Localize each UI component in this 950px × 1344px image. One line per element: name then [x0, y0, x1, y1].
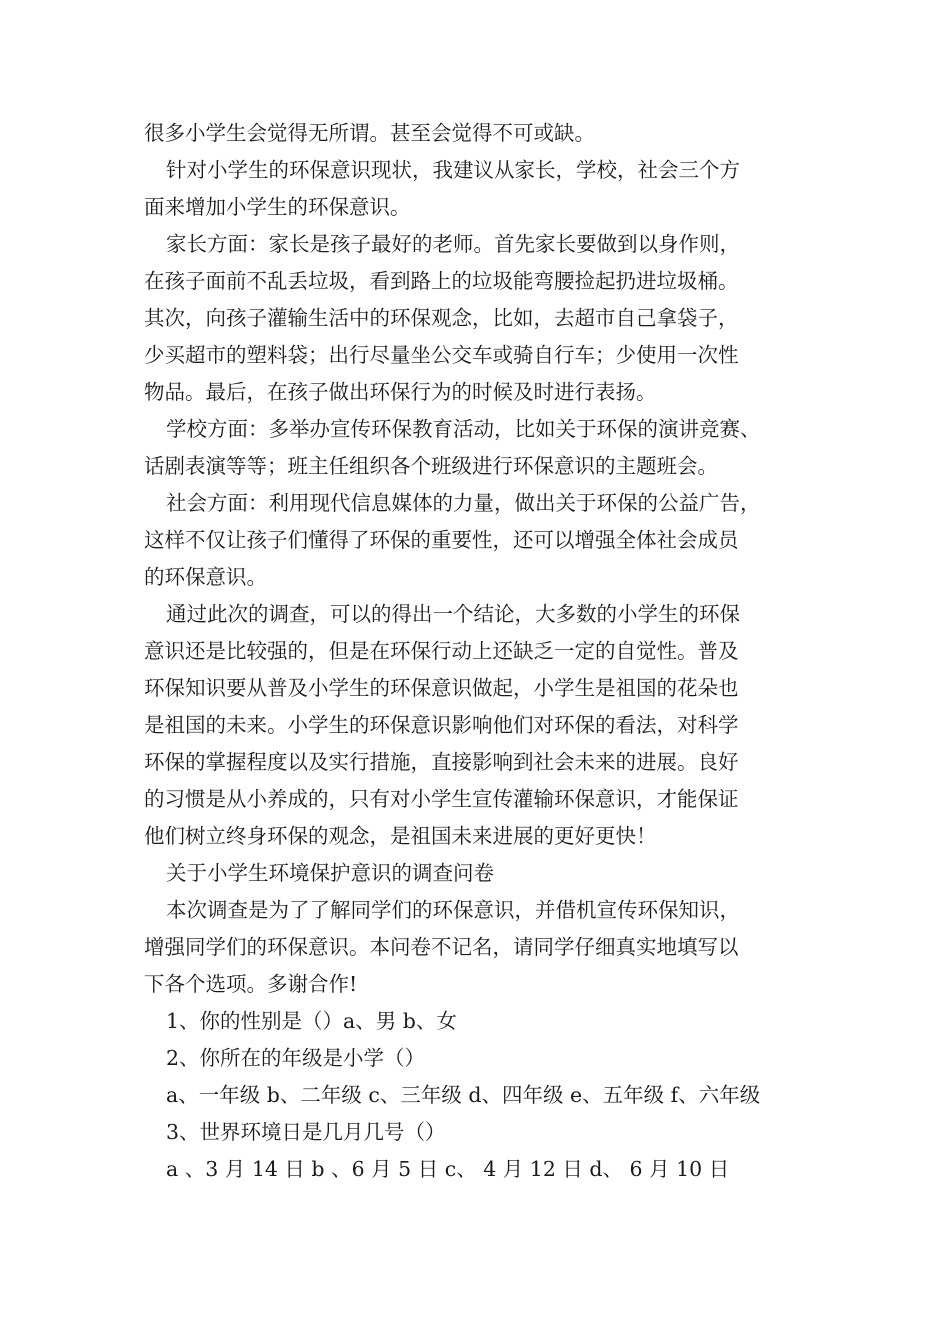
text-line: 的习惯是从小养成的，只有对小学生宣传灌输环保意识，才能保证 — [144, 787, 739, 811]
text-line: 本次调查是为了了解同学们的环保意识，并借机宣传环保知识， — [166, 898, 740, 922]
question-1: 1、你的性别是（）a、男 b、女 — [166, 1009, 457, 1033]
text-line: 面来增加小学生的环保意识。 — [144, 195, 411, 219]
question-3: 3、世界环境日是几月几号（） — [166, 1120, 446, 1144]
text-line: 下各个选项。多谢合作! — [144, 972, 358, 996]
text-line: 环保的掌握程度以及实行措施，直接影响到社会未来的进展。良好 — [144, 750, 739, 774]
document-page — [144, 115, 816, 1188]
text-line: 环保知识要从普及小学生的环保意识做起，小学生是祖国的花朵也 — [144, 676, 739, 700]
text-line: 针对小学生的环保意识现状，我建议从家长，学校，社会三个方 — [166, 158, 740, 182]
text-line: 很多小学生会觉得无所谓。甚至会觉得不可或缺。 — [144, 121, 595, 145]
text-line: 这样不仅让孩子们懂得了环保的重要性，还可以增强全体社会成员 — [144, 528, 739, 552]
text-line: 话剧表演等等；班主任组织各个班级进行环保意识的主题班会。 — [144, 454, 718, 478]
text-line: 家长方面：家长是孩子最好的老师。首先家长要做到以身作则， — [166, 232, 740, 256]
text-line: 增强同学们的环保意识。本问卷不记名，请同学仔细真实地填写以 — [144, 935, 739, 959]
text-line: 他们树立终身环保的观念，是祖国未来进展的更好更快！ — [144, 824, 657, 848]
text-line: 是祖国的未来。小学生的环保意识影响他们对环保的看法，对科学 — [144, 713, 739, 737]
questionnaire-title: 关于小学生环境保护意识的调查问卷 — [166, 861, 494, 885]
text-line: 通过此次的调查，可以的得出一个结论，大多数的小学生的环保 — [166, 602, 740, 626]
question-2-options: a、一年级 b、二年级 c、三年级 d、四年级 e、五年级 f、六年级 — [166, 1083, 761, 1107]
text-line: 在孩子面前不乱丢垃圾，看到路上的垃圾能弯腰捡起扔进垃圾桶。 — [144, 269, 739, 293]
question-2: 2、你所在的年级是小学（） — [166, 1046, 426, 1070]
question-3-options: a 、3 月 14 日 b 、6 月 5 日 c、 4 月 12 日 d、 6 月 10 日 — [166, 1157, 730, 1181]
text-line: 物品。最后，在孩子做出环保行为的时候及时进行表扬。 — [144, 380, 657, 404]
text-line: 意识还是比较强的，但是在环保行动上还缺乏一定的自觉性。普及 — [144, 639, 739, 663]
text-line: 其次，向孩子灌输生活中的环保观念，比如，去超市自己拿袋子， — [144, 306, 739, 330]
text-line: 社会方面：利用现代信息媒体的力量，做出关于环保的公益广告， — [166, 491, 761, 515]
text-line: 学校方面：多举办宣传环保教育活动，比如关于环保的演讲竞赛、 — [166, 417, 761, 441]
text-line: 的环保意识。 — [144, 565, 267, 589]
text-line: 少买超市的塑料袋；出行尽量坐公交车或骑自行车；少使用一次性 — [144, 343, 739, 367]
